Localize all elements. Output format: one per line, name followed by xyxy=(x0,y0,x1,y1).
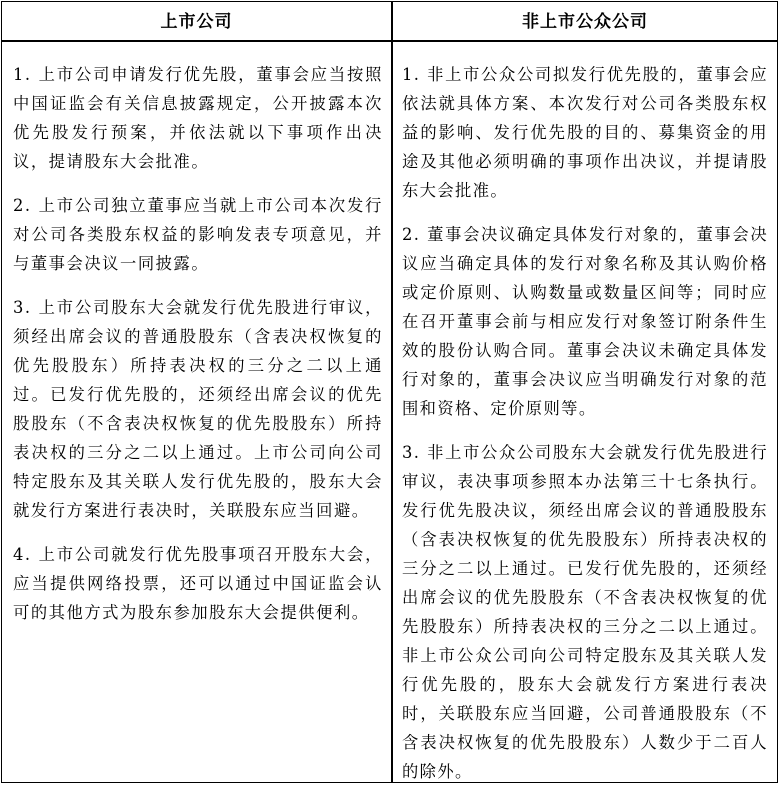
listed-item-3: 3. 上市公司股东大会就发行优先股进行审议，须经出席会议的普通股股东（含表决权恢复的优先股股东）所持表决权的三分之二以上通过。已发行优先股的，还须经出席会议的优先股股东（不含表决权恢复的优先股股东）所持表决权的三分之二以上通过。上市公司向公司特定股东及其关联人发行优先股的，股东大会就发行方案进行表决时，关联股东应当回避。 xyxy=(13,298,383,520)
non-listed-item-3: 3. 非上市公众公司股东大会就发行优先股进行审议，表决事项参照本办法第三十七条执行。发行优先股决议，须经出席会议的普通股股东（含表决权恢复的优先股股东）所持表决权的三分之二以上通过。已发行优先股的，还须经出席会议的优先股股东（不含表决权恢复的优先股股东）所持表决权的三分之二以上通过。非上市公众公司向公司特定股东及其关联人发行优先股的，股东大会就发行方案进行表决时，关联股东应当回避，公司普通股股东（不含表决权恢复的优先股股东）人数少于二百人的除外。 xyxy=(402,443,768,781)
header-divider xyxy=(2,40,777,42)
header-listed-company: 上市公司 xyxy=(160,12,233,32)
header-non-listed-public-company: 非上市公众公司 xyxy=(522,12,648,32)
comparison-table xyxy=(1,1,778,783)
non-listed-item-1: 1. 非上市公众公司拟发行优先股的，董事会应依法就具体方案、本次发行对公司各类股东权益的影响、发行优先股的目的、募集资金的用途及其他必须明确的事项作出决议，并提请股东大会批准。 xyxy=(402,65,768,200)
listed-company-column xyxy=(13,60,383,642)
non-listed-item-2: 2. 董事会决议确定具体发行对象的，董事会决议应当确定具体的发行对象名称及其认购价格或定价原则、认购数量或数量区间等；同时应在召开董事会前与相应发行对象签订附条件生效的股份认购合同。董事会决议未确定具体发行对象的，董事会决议应当明确发行对象的范围和资格、定价原则等。 xyxy=(402,225,768,418)
listed-item-2: 2. 上市公司独立董事应当就上市公司本次发行对公司各类股东权益的影响发表专项意见，并与董事会决议一同披露。 xyxy=(13,196,383,273)
listed-item-4: 4. 上市公司就发行优先股事项召开股东大会，应当提供网络投票，还可以通过中国证监会认可的其他方式为股东参加股东大会提供便利。 xyxy=(13,545,383,622)
listed-item-1: 1. 上市公司申请发行优先股，董事会应当按照中国证监会有关信息披露规定，公开披露本次优先股发行预案，并依法就以下事项作出决议，提请股东大会批准。 xyxy=(13,65,383,171)
non-listed-company-column xyxy=(402,60,768,801)
column-divider xyxy=(391,2,393,782)
